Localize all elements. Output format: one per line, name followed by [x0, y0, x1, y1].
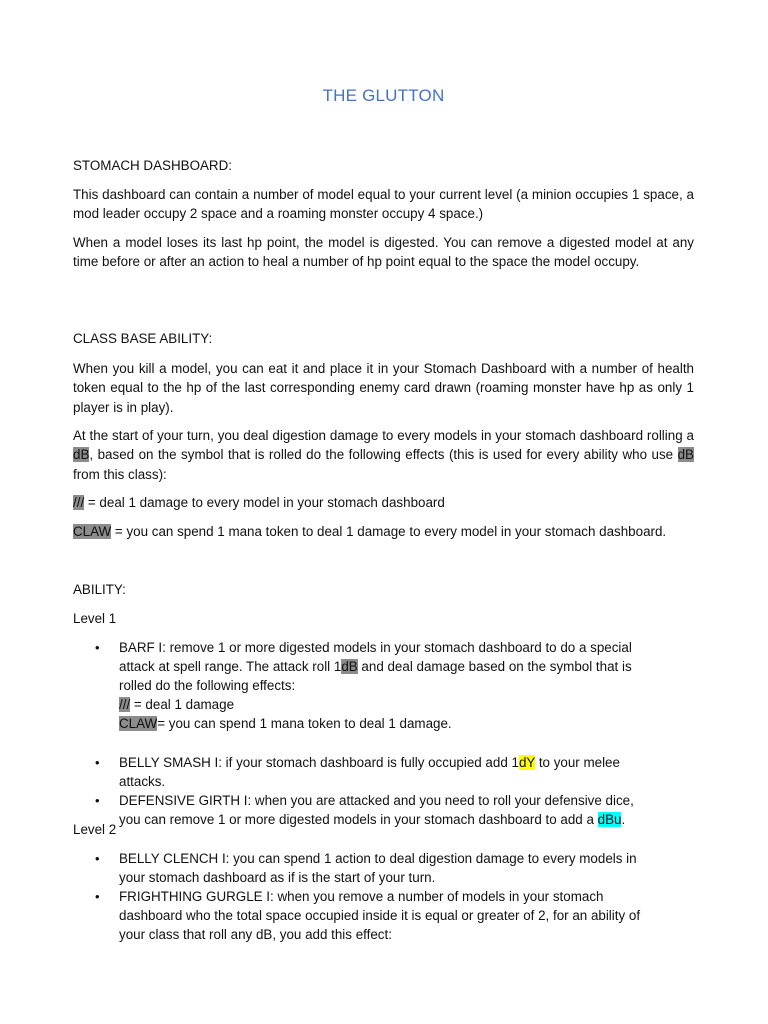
- slash-effect-text: = deal 1 damage: [130, 697, 235, 712]
- slash-effect-text: = deal 1 damage to every model in your stomach dashboard: [84, 495, 445, 510]
- dice-db-highlight: dB: [677, 447, 694, 463]
- claw-symbol: CLAW: [73, 524, 112, 539]
- document-title: THE GLUTTON: [322, 86, 445, 105]
- level-1-heading: Level 1: [73, 611, 117, 626]
- barf-text: BARF I: remove 1 or more digested models in your stomach dashboard to do a special attack at spell range. The attack roll 1: [119, 640, 632, 674]
- belly-smash-text: to your melee attacks.: [119, 755, 620, 789]
- paragraph-text: from this class):: [73, 466, 167, 482]
- ability-belly-smash: [73, 753, 649, 791]
- class-base-paragraph-1: When you kill a model, you can eat it and place it in your Stomach Dashboard with a number of health token equal to the hp of the last corresponding enemy card drawn (roaming monster have hp as only 1 player is in play).: [73, 361, 694, 415]
- stomach-dashboard-heading: STOMACH DASHBOARD:: [73, 158, 232, 173]
- bullet-icon: •: [95, 640, 100, 655]
- claw-symbol: CLAW: [119, 716, 158, 731]
- level-2-heading: Level 2: [73, 822, 117, 837]
- defensive-girth-text: .: [621, 812, 626, 827]
- level-1-abilities-list: [73, 638, 694, 733]
- dice-db-highlight: dB: [73, 447, 90, 463]
- defensive-girth-text: DEFENSIVE GIRTH I: when you are attacked and you need to roll your defensive dice, you can remove 1 or more digested models in your stomach dashboard to add a: [119, 793, 634, 827]
- dice-db-highlight: dB: [341, 659, 358, 674]
- dice-dy-highlight: dY: [518, 755, 536, 770]
- stomach-dashboard-paragraph-1: This dashboard can contain a number of model equal to your current level (a minion occupies 1 space, a mod leader occupy 2 space and a roaming monster occupy 4 space.): [73, 187, 694, 222]
- barf-text: and deal damage based on the symbol that is rolled do the following effects:: [119, 659, 632, 693]
- class-base-ability-heading: CLASS BASE ABILITY:: [73, 331, 213, 346]
- bullet-icon: •: [95, 755, 100, 770]
- ability-frighting-gurgle: [73, 887, 649, 944]
- bullet-icon: •: [95, 793, 100, 808]
- slash-symbol: ///: [73, 495, 85, 510]
- paragraph-text: At the start of your turn, you deal digestion damage to every models in your stomach dashboard rolling a: [73, 428, 694, 443]
- level-1-abilities-list-continued: [73, 753, 694, 829]
- ability-belly-clench: [73, 849, 649, 887]
- dice-dbu-highlight: dBu: [597, 812, 622, 827]
- slash-symbol: ///: [119, 697, 131, 712]
- bullet-icon: •: [95, 851, 100, 866]
- belly-clench-text: BELLY CLENCH I: you can spend 1 action to deal digestion damage to every models in your stomach dashboard as if is the start of your turn.: [119, 851, 637, 885]
- claw-effect-text: = you can spend 1 mana token to deal 1 damage to every model in your stomach dashboard.: [111, 524, 667, 539]
- class-base-paragraph-2: [73, 426, 694, 484]
- bullet-icon: •: [95, 889, 100, 904]
- ability-heading: ABILITY:: [73, 582, 126, 597]
- slash-effect-line: [73, 493, 694, 512]
- belly-smash-text: BELLY SMASH I: if your stomach dashboard is fully occupied add 1: [119, 755, 519, 770]
- claw-effect-line: [73, 522, 694, 541]
- level-2-abilities-list: [73, 849, 694, 944]
- frighting-gurgle-text: FRIGHTHING GURGLE I: when you remove a number of models in your stomach dashboard who the total space occupied inside it is equal or greater of 2, for an ability of your class that roll any dB, you add this effect:: [119, 889, 641, 942]
- stomach-dashboard-paragraph-2: When a model loses its last hp point, the model is digested. You can remove a digested model at any time before or after an action to heal a number of hp point equal to the space the model occupy.: [73, 235, 694, 270]
- paragraph-text: , based on the symbol that is rolled do the following effects (this is used for every ability who use: [89, 447, 678, 463]
- ability-barf: [73, 638, 649, 733]
- claw-effect-text: = you can spend 1 mana token to deal 1 damage.: [157, 716, 452, 731]
